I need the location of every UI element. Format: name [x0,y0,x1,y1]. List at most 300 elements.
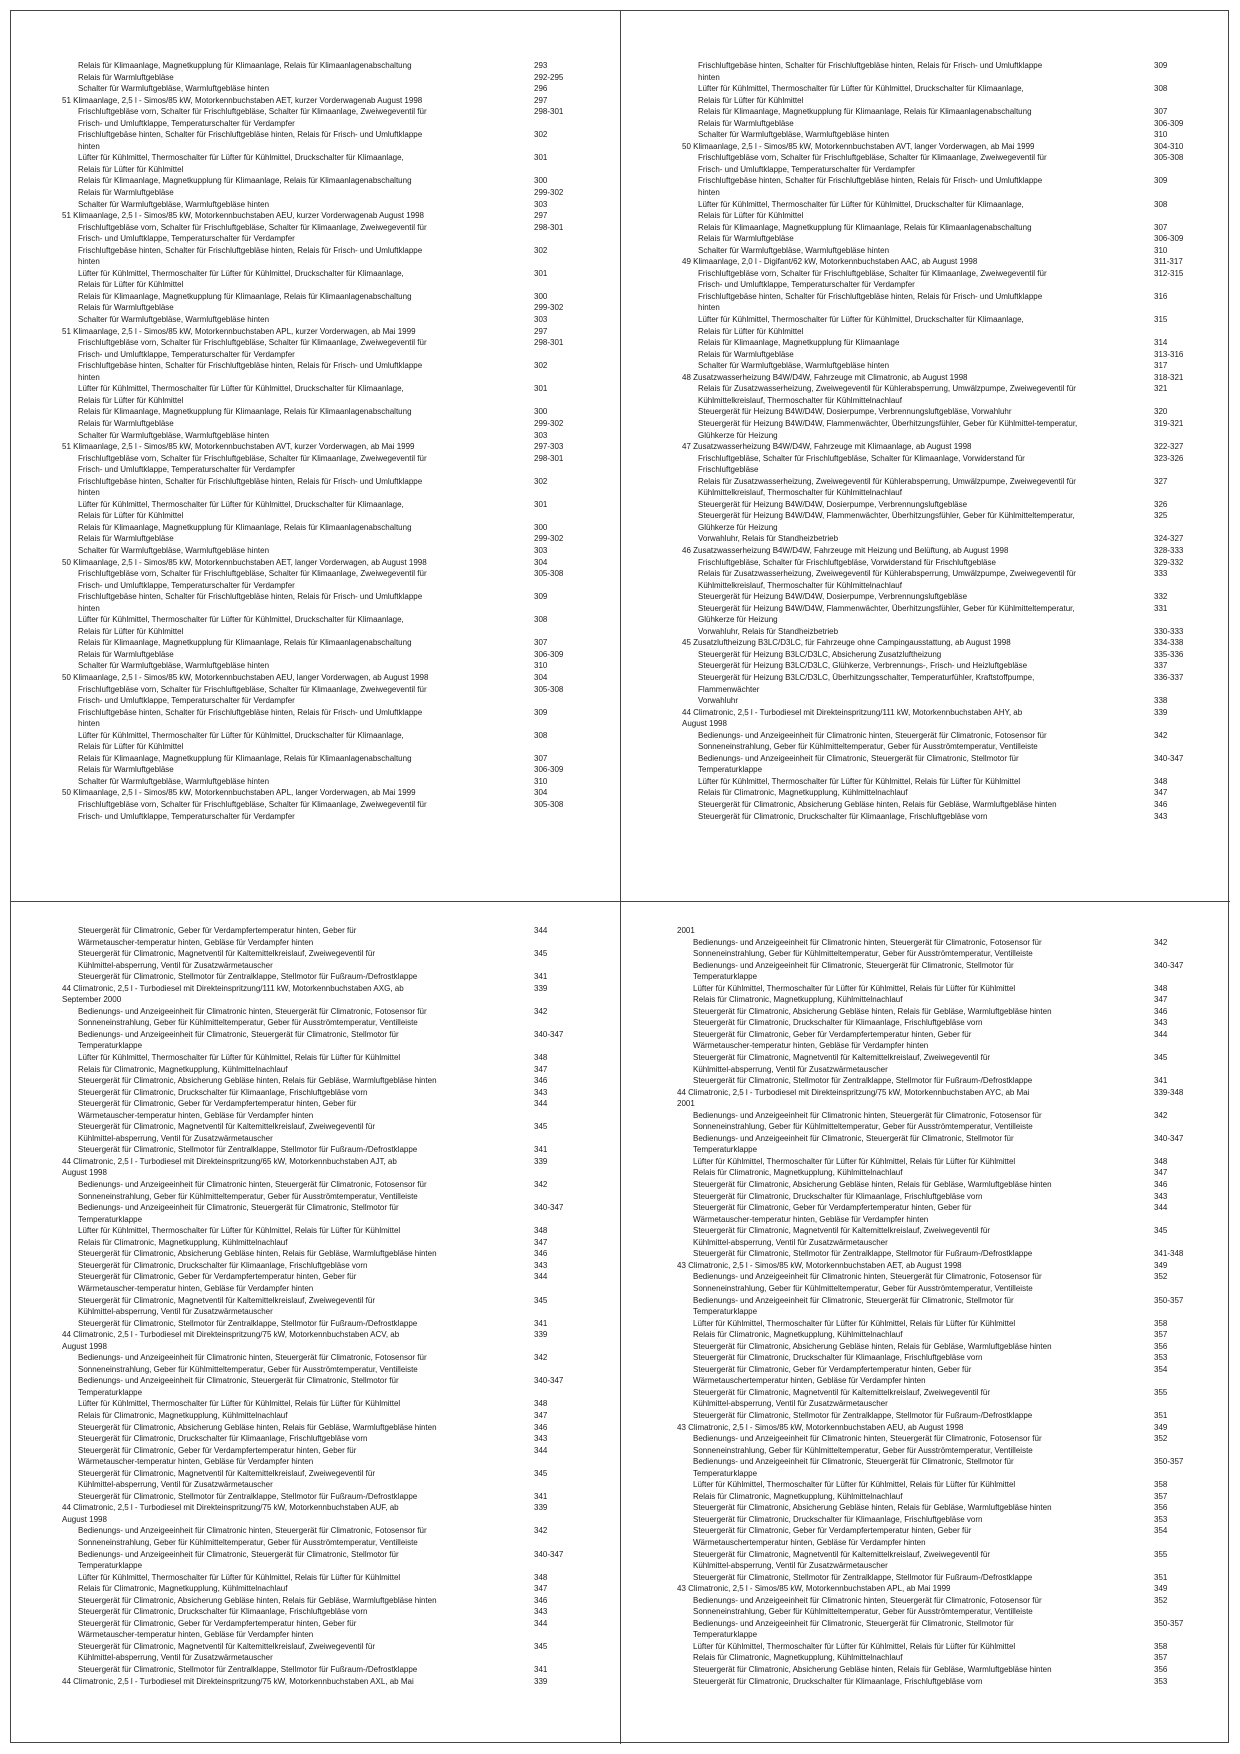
index-entry-row [682,326,1202,338]
index-heading-row [677,1260,1202,1272]
entry-text: 44 Climatronic, 2,5 l - Turbodiesel mit Direkteinspritzung/65 kW, Motorkennbuchstaben AJT, ab [62,1156,397,1166]
entry-text: Frischluftgebäse hinten, Schalter für Frischluftgebläse hinten, Relais für Frisch- und Umluftklappe [78,245,423,255]
page-number: 342 [534,1526,548,1536]
index-entry-row [62,741,582,753]
entry-text: 44 Climatronic, 2,5 l - Turbodiesel mit Direkteinspritzung/111 kW, Motorkennbuchstaben AHY, ab [682,707,1023,717]
index-entry-row [62,337,582,349]
entry-text: Temperaturklappe [693,1145,758,1155]
index-entry-row [677,1295,1202,1307]
entry-text: Relais für Climatronic, Magnetkupplung, Kühlmittelnachlauf [693,1491,903,1501]
entry-text: Kühlmittel-absperrung, Ventil für Zusatzwärmetauscher [78,960,273,970]
index-entry-row [62,1121,582,1133]
entry-text: Schalter für Warmluftgebläse, Warmluftgebläse hinten [78,315,270,325]
entry-text: 2001 [677,1099,695,1109]
index-entry-row [62,279,582,291]
index-entry-row [677,1237,1202,1249]
entry-text: hinten [78,603,100,613]
entry-text: Schalter für Warmluftgebläse, Warmluftgebläse hinten [698,245,890,255]
index-entry-row [682,695,1202,707]
page-number: 345 [534,1295,548,1305]
index-entry-row [682,152,1202,164]
entry-text: Schalter für Warmluftgebläse, Warmluftgebläse hinten [698,361,890,371]
index-entry-row [677,1283,1202,1295]
index-entry-row [677,1006,1202,1018]
entry-text: Relais für Climatronic, Magnetkupplung, Kühlmittelnachlauf [698,788,908,798]
page-number: 347 [534,1410,548,1420]
page-number: 343 [1154,811,1168,821]
index-entry-row [62,695,582,707]
entry-text: 45 Zusatzluftheizung B3LC/D3LC, für Fahrzeuge ohne Campingausstattung, ab August 1998 [682,638,1011,648]
entry-text: Sonneneinstrahlung, Geber für Kühlmitteltemperatur, Geber für Ausströmtemperatur, Ventilleiste [698,742,1038,752]
entry-text: Frischluftgebläse vorn, Schalter für Frischluftgebläse, Schalter für Klimaanlage, Zweiwegeventil für [78,107,427,117]
page-number: 340-347 [1154,1133,1184,1143]
entry-text: 44 Climatronic, 2,5 l - Turbodiesel mit Direkteinspritzung/75 kW, Motorkennbuchstaben AUF, ab [62,1503,399,1513]
entry-text: Steuergerät für Climatronic, Druckschalter für Klimaanlage, Frischluftgebläse vorn [78,1434,368,1444]
entry-text: Lüfter für Kühlmittel, Thermoschalter für Lüfter für Kühlmittel, Druckschalter für Klimaanlage, [78,268,404,278]
index-entry-row [682,291,1202,303]
entry-text: Lüfter für Kühlmittel, Thermoschalter für Lüfter für Kühlmittel, Druckschalter für Klimaanlage, [78,153,404,163]
entry-text: Relais für Lüfter für Kühlmittel [78,164,184,174]
page-number: 306-309 [1154,234,1184,244]
page-number: 347 [534,1237,548,1247]
entry-text: Relais für Climatronic, Magnetkupplung, Kühlmittelnachlauf [693,995,903,1005]
page-number: 299-302 [534,534,564,544]
page-number: 329-332 [1154,557,1184,567]
page-number: 345 [1154,1226,1168,1236]
entry-text: Frischluftgebäse hinten, Schalter für Frischluftgebläse hinten, Relais für Frisch- und Umluftklappe [78,707,423,717]
entry-text: hinten [78,488,100,498]
index-entry-row [62,510,582,522]
page-number: 300 [534,291,548,301]
entry-text: Steuergerät für Climatronic, Magnetventil für Kaltemittelkreislauf, Zweiwegeventil für [78,1468,376,1478]
index-entry-row [677,1641,1202,1653]
entry-text: Lüfter für Kühlmittel, Thermoschalter für Lüfter für Kühlmittel, Relais für Lüfter für Kühlmittel [78,1226,401,1236]
entry-text: Bedienungs- und Anzeigeeinheit für Climatronic hinten, Steuergerät für Climatronic, Fotosensor für [78,1526,427,1536]
entry-text: Schalter für Warmluftgebläse, Warmluftgebläse hinten [78,199,270,209]
entry-text: Lüfter für Kühlmittel, Thermoschalter für Lüfter für Kühlmittel, Relais für Lüfter für Kühlmittel [698,776,1021,786]
entry-text: Lüfter für Kühlmittel, Thermoschalter für Lüfter für Kühlmittel, Druckschalter für Klimaanlage, [78,384,404,394]
entry-text: Steuergerät für Climatronic, Geber für Verdampfertemperatur hinten, Geber für [78,1099,357,1109]
page-number: 342 [1154,1110,1168,1120]
index-entry-row [677,1375,1202,1387]
index-entry-row [62,1664,582,1676]
index-entry-row [677,1064,1202,1076]
index-entry-row [62,1098,582,1110]
index-entry-row [677,1606,1202,1618]
index-entry-row [677,1110,1202,1122]
entry-text: Sonneneinstrahlung, Geber für Kühlmitteltemperatur, Geber für Ausströmtemperatur, Ventilleiste [693,949,1033,959]
entry-text: Steuergerät für Climatronic, Druckschalter für Klimaanlage, Frischluftgebläse vorn [698,811,988,821]
index-entry-row [682,118,1202,130]
page-number: 350-357 [1154,1618,1184,1628]
entry-text: Relais für Lüfter für Kühlmittel [698,95,804,105]
index-entry-row [62,1398,582,1410]
index-entry-row [62,948,582,960]
index-entry-row [682,164,1202,176]
index-entry-row [677,1329,1202,1341]
index-entry-row [62,811,582,823]
page-number: 310 [1154,245,1168,255]
index-entry-row [677,1537,1202,1549]
page-number: 345 [534,1122,548,1132]
index-entry-row [62,453,582,465]
page-number: 310 [534,661,548,671]
page-number: 342 [534,1180,548,1190]
entry-text: Relais für Climatronic, Magnetkupplung, Kühlmittelnachlauf [78,1064,288,1074]
page-number: 343 [534,1607,548,1617]
entry-text: Steuergerät für Climatronic, Absicherung Gebläse hinten, Relais für Gebläse, Warmluftgebläse hinten [78,1076,437,1086]
entry-text: Kühlmittel-absperrung, Ventil für Zusatzwärmetauscher [693,1237,888,1247]
index-entry-row [677,1456,1202,1468]
page-number: 347 [534,1584,548,1594]
index-entry-row [62,1110,582,1122]
entry-text: Lüfter für Kühlmittel, Thermoschalter für Lüfter für Kühlmittel, Relais für Lüfter für Kühlmittel [78,1053,401,1063]
entry-text: Wärmetauscher-temperatur hinten, Gebläse für Verdampfer hinten [78,1630,314,1640]
index-entry-row [62,476,582,488]
entry-text: Steuergerät für Climatronic, Stellmotor für Zentralklappe, Stellmotor für Fußraum-/Defrostklappe [78,1145,418,1155]
entry-text: Relais für Lüfter für Kühlmittel [698,326,804,336]
entry-text: Temperaturklappe [693,1630,758,1640]
page-number: 316 [1154,291,1168,301]
entry-text: 2001 [677,926,695,935]
index-entry-row [682,60,1202,72]
page-number: 324-327 [1154,534,1184,544]
entry-text: Steuergerät für Climatronic, Druckschalter für Klimaanlage, Frischluftgebläse vorn [78,1607,368,1617]
entry-text: Bedienungs- und Anzeigeeinheit für Climatronic, Steuergerät für Climatronic, Stellmotor für [78,1376,399,1386]
entry-text: Lüfter für Kühlmittel, Thermoschalter für Lüfter für Kühlmittel, Druckschalter für Klimaanlage, [78,730,404,740]
index-entry-row [62,568,582,580]
index-entry-row [62,925,582,937]
index-entry-row [682,199,1202,211]
entry-text: Frischluftgebläse vorn, Schalter für Frischluftgebläse, Schalter für Klimaanlage, Zweiwegeventil für [698,153,1047,163]
index-entry-row [677,1364,1202,1376]
index-entry-row [677,1271,1202,1283]
page-number: 323-326 [1154,453,1184,463]
page-number: 333 [1154,569,1168,579]
entry-text: Steuergerät für Climatronic, Stellmotor für Zentralklappe, Stellmotor für Fußraum-/Defrostklappe [693,1410,1033,1420]
entry-text: Bedienungs- und Anzeigeeinheit für Climatronic, Steuergerät für Climatronic, Stellmotor für [698,753,1019,763]
page-number: 330-333 [1154,626,1184,636]
page-number: 342 [534,1006,548,1016]
page-number: 309 [534,592,548,602]
entry-text: Kühlmittel-absperrung, Ventil für Zusatzwärmetauscher [78,1480,273,1490]
entry-text: Steuergerät für Heizung B4W/D4W, Dosierpumpe, Verbrennungsluftgebläse, Vorwahluhr [698,407,1012,417]
page-number: 350-357 [1154,1457,1184,1467]
index-entry-row [682,129,1202,141]
page-number: 298-301 [534,107,564,117]
index-entry-row [62,776,582,788]
index-entry-row [62,256,582,268]
page-number: 343 [534,1260,548,1270]
entry-text: Steuergerät für Heizung B4W/D4W, Flammenwächter, Überhitzungsfühler, Geber für Kühlmitteltemperatur, [698,603,1075,613]
entry-text: Lüfter für Kühlmittel, Thermoschalter für Lüfter für Kühlmittel, Relais für Lüfter für Kühlmittel [693,1480,1016,1490]
page-number: 308 [1154,199,1168,209]
index-entry-row [62,1029,582,1041]
entry-text: Frisch- und Umluftklappe, Temperaturschalter für Verdampfer [78,696,295,706]
entry-text: Steuergerät für Climatronic, Stellmotor für Zentralklappe, Stellmotor für Fußraum-/Defrostklappe [78,1318,418,1328]
index-heading-row [62,787,582,799]
entry-text: Steuergerät für Climatronic, Druckschalter für Klimaanlage, Frischluftgebläse vorn [693,1191,983,1201]
index-entry-row [62,1375,582,1387]
index-heading-row [62,672,582,684]
entry-text: Relais für Climatronic, Magnetkupplung, Kühlmittelnachlauf [693,1168,903,1178]
index-heading-row [62,1341,582,1353]
index-entry-row [677,1214,1202,1226]
entry-text: Bedienungs- und Anzeigeeinheit für Climatronic, Steuergerät für Climatronic, Stellmotor für [693,960,1014,970]
page-number: 299-302 [534,418,564,428]
entry-text: Relais für Warmluftgebläse [78,188,174,198]
index-entry-row [682,799,1202,811]
entry-text: Frischluftgebläse [698,465,759,475]
index-heading-row [62,983,582,995]
index-entry-row [62,580,582,592]
page-number: 345 [534,1468,548,1478]
page-number: 339 [534,1330,548,1340]
page-number: 352 [1154,1272,1168,1282]
entry-text: Steuergerät für Climatronic, Magnetventil für Kaltemittelkreislauf, Zweiwegeventil für [693,1226,991,1236]
index-entry-row [677,1341,1202,1353]
index-entry-row [677,1075,1202,1087]
page-number: 343 [1154,1018,1168,1028]
index-entry-row [62,291,582,303]
entry-text: Frischluftgebäse hinten, Schalter für Frischluftgebläse hinten, Relais für Frisch- und Umluftklappe [698,291,1043,301]
index-entry-row [682,764,1202,776]
page-number: 344 [1154,1029,1168,1039]
entry-text: Relais für Klimaanlage, Magnetkupplung für Klimaanlage, Relais für Klimaanlagenabschaltung [78,176,412,186]
entry-text: Relais für Klimaanlage, Magnetkupplung für Klimaanlage, Relais für Klimaanlagenabschaltung [78,407,412,417]
entry-text: Relais für Warmluftgebläse [78,418,174,428]
index-entry-row [682,349,1202,361]
page-number: 346 [534,1595,548,1605]
entry-text: Frischluftgebäse hinten, Schalter für Frischluftgebläse hinten, Relais für Frisch- und Umluftklappe [698,61,1043,70]
entry-text: Wärmetauscher-temperatur hinten, Gebläse für Verdampfer hinten [693,1214,929,1224]
entry-text: Steuergerät für Climatronic, Absicherung Gebläse hinten, Relais für Gebläse, Warmluftgebläse hinten [693,1503,1052,1513]
entry-text: Sonneneinstrahlung, Geber für Kühlmitteltemperatur, Geber für Ausströmtemperatur, Ventilleiste [78,1191,418,1201]
index-entry-row [62,1537,582,1549]
page-number: 339 [534,1676,548,1686]
index-entry-row [682,522,1202,534]
index-entry-row [62,533,582,545]
index-heading-row [62,557,582,569]
index-entry-row [62,718,582,730]
index-page-top-right [682,60,1202,890]
entry-text: Steuergerät für Climatronic, Stellmotor für Zentralklappe, Stellmotor für Fußraum-/Defrostklappe [78,1665,418,1674]
index-entry-row [62,799,582,811]
entry-text: Flammenwächter [698,684,760,694]
index-entry-row [62,603,582,615]
page-number: 344 [534,926,548,935]
entry-text: Frischluftgebläse vorn, Schalter für Frischluftgebläse, Schalter für Klimaanlage, Zweiwegeventil für [78,338,427,348]
page-number: 353 [1154,1676,1168,1686]
page-number: 299-302 [534,303,564,313]
page-number: 298-301 [534,222,564,232]
page-number: 339 [534,983,548,993]
entry-text: Wärmetauschertemperatur hinten, Gebläse für Verdampfer hinten [693,1537,926,1547]
page-number: 344 [534,1272,548,1282]
page-number: 308 [534,730,548,740]
entry-text: Sonneneinstrahlung, Geber für Kühlmitteltemperatur, Geber für Ausströmtemperatur, Ventilleiste [78,1537,418,1547]
index-entry-row [62,1364,582,1376]
page-number: 341 [534,1491,548,1501]
index-entry-row [682,406,1202,418]
index-entry-row [682,603,1202,615]
page-number: 302 [534,245,548,255]
index-entry-row [62,1445,582,1457]
index-entry-row [62,233,582,245]
page-number: 339 [534,1156,548,1166]
page-number: 301 [534,153,548,163]
page-number: 339 [1154,707,1168,717]
entry-text: hinten [78,141,100,151]
index-entry-row [62,1583,582,1595]
entry-text: Relais für Climatronic, Magnetkupplung, Kühlmittelnachlauf [78,1584,288,1594]
page-number: 309 [1154,61,1168,70]
page-number: 306-309 [534,765,564,775]
index-entry-row [682,187,1202,199]
page-number: 343 [1154,1191,1168,1201]
index-entry-row [682,453,1202,465]
page-number: 348 [534,1572,548,1582]
page-number: 332 [1154,592,1168,602]
entry-text: Frischluftgebläse vorn, Schalter für Frischluftgebläse, Schalter für Klimaanlage, Zweiwegeventil für [78,453,427,463]
page-number: 335-336 [1154,649,1184,659]
vertical-divider [620,10,621,1744]
index-entry-row [677,960,1202,972]
page-number: 304 [534,672,548,682]
entry-text: 51 Klimaanlage, 2,5 l - Simos/85 kW, Motorkennbuchstaben APL, kurzer Vorderwagen, ab Mai 1999 [62,326,416,336]
index-entry-row [62,487,582,499]
entry-text: Sonneneinstrahlung, Geber für Kühlmitteltemperatur, Geber für Ausströmtemperatur, Ventilleiste [693,1445,1033,1455]
entry-text: Vorwahluhr [698,696,739,706]
entry-text: Steuergerät für Climatronic, Geber für Verdampfertemperatur hinten, Geber für [78,1272,357,1282]
index-entry-row [677,1549,1202,1561]
index-entry-row [62,730,582,742]
entry-text: Schalter für Warmluftgebläse, Warmluftgebläse hinten [78,545,270,555]
index-entry-row [62,1237,582,1249]
page-number: 315 [1154,315,1168,325]
entry-text: Bedienungs- und Anzeigeeinheit für Climatronic, Steuergerät für Climatronic, Stellmotor für [78,1203,399,1213]
index-entry-row [62,349,582,361]
entry-text: Frischluftgebäse hinten, Schalter für Frischluftgebläse hinten, Relais für Frisch- und Umluftklappe [698,176,1043,186]
entry-text: hinten [78,257,100,267]
entry-text: Frisch- und Umluftklappe, Temperaturschalter für Verdampfer [78,234,295,244]
page-number: 303 [534,545,548,555]
page-number: 305-308 [534,684,564,694]
index-entry-row [682,741,1202,753]
entry-text: Steuergerät für Climatronic, Absicherung Gebläse hinten, Relais für Gebläse, Warmluftgebläse hinten [693,1180,1052,1190]
index-entry-row [682,557,1202,569]
index-entry-row [62,129,582,141]
entry-text: Relais für Climatronic, Magnetkupplung, Kühlmittelnachlauf [78,1410,288,1420]
index-entry-row [677,1514,1202,1526]
index-entry-row [62,1618,582,1630]
page-number: 298-301 [534,453,564,463]
entry-text: Steuergerät für Climatronic, Absicherung Gebläse hinten, Relais für Gebläse, Warmluftgebläse hinten [693,1665,1052,1674]
entry-text: Relais für Klimaanlage, Magnetkupplung für Klimaanlage, Relais für Klimaanlagenabschaltung [698,222,1032,232]
page-number: 340-347 [1154,960,1184,970]
page-number: 326 [1154,499,1168,509]
entry-text: Steuergerät für Climatronic, Magnetventil für Kaltemittelkreislauf, Zweiwegeventil für [693,1387,991,1397]
index-entry-row [682,591,1202,603]
index-entry-row [62,1572,582,1584]
page-number: 344 [534,1099,548,1109]
page-number: 312-315 [1154,268,1184,278]
entry-text: Lüfter für Kühlmittel, Thermoschalter für Lüfter für Kühlmittel, Druckschalter für Klimaanlage, [698,84,1024,94]
index-entry-row [677,1179,1202,1191]
index-entry-row [62,614,582,626]
page-number: 302 [534,476,548,486]
index-entry-row [62,1179,582,1191]
entry-text: Steuergerät für Climatronic, Magnetventil für Kaltemittelkreislauf, Zweiwegeventil für [78,1641,376,1651]
entry-text: Temperaturklappe [78,1561,143,1571]
index-entry-row [677,1479,1202,1491]
index-entry-row [62,1641,582,1653]
page-number: 317 [1154,361,1168,371]
index-entry-row [682,95,1202,107]
entry-text: Frischluftgebläse vorn, Schalter für Frischluftgebläse, Schalter für Klimaanlage, Zweiwegeventil für [78,800,427,809]
entry-text: Bedienungs- und Anzeigeeinheit für Climatronic, Steuergerät für Climatronic, Stellmotor für [693,1457,1014,1467]
index-entry-row [62,1549,582,1561]
index-entry-row [62,937,582,949]
page-number: 301 [534,384,548,394]
entry-text: Frisch- und Umluftklappe, Temperaturschalter für Verdampfer [78,465,295,475]
entry-text: Sonneneinstrahlung, Geber für Kühlmitteltemperatur, Geber für Ausströmtemperatur, Ventilleiste [78,1018,418,1028]
page-number: 342 [1154,937,1168,947]
index-entry-row [677,937,1202,949]
page-number: 346 [534,1076,548,1086]
index-entry-row [62,406,582,418]
entry-text: Wärmetauscher-temperatur hinten, Gebläse für Verdampfer hinten [78,1110,314,1120]
index-heading-row [682,141,1202,153]
entry-text: Lüfter für Kühlmittel, Thermoschalter für Lüfter für Kühlmittel, Relais für Lüfter für Kühlmittel [693,1641,1016,1651]
index-entry-row [682,464,1202,476]
page-number: 341 [1154,1076,1168,1086]
entry-text: Kühlmittelkreislauf, Thermoschalter für Kühlmittelnachlauf [698,488,902,498]
page-number: 348 [534,1226,548,1236]
page-number: 348 [1154,1156,1168,1166]
page-number: 353 [1154,1353,1168,1363]
entry-text: Frischluftgebläse, Schalter für Frischluftgebläse, Schalter für Klimaanlage, Vorwiderstand für [698,453,1025,463]
index-entry-row [62,1283,582,1295]
entry-text: Schalter für Warmluftgebläse, Warmluftgebläse hinten [78,84,270,94]
entry-text: 51 Klimaanlage, 2,5 l - Simos/85 kW, Motorkennbuchstaben AEU, kurzer Vorderwagenab August 1998 [62,211,424,221]
page-number: 302 [534,130,548,140]
page-number: 346 [534,1249,548,1259]
index-heading-row [62,1676,582,1688]
index-entry-row [62,649,582,661]
index-entry-row [682,684,1202,696]
page-number: 351 [1154,1410,1168,1420]
entry-text: Kühlmittel-absperrung, Ventil für Zusatzwärmetauscher [693,1064,888,1074]
index-entry-row [677,1202,1202,1214]
page-number: 352 [1154,1434,1168,1444]
page-number: 354 [1154,1364,1168,1374]
page-number: 297 [534,211,548,221]
page-number: 340-347 [534,1029,564,1039]
page-number: 306-309 [534,649,564,659]
index-entry-row [677,1156,1202,1168]
index-entry-row [677,1248,1202,1260]
entry-text: Bedienungs- und Anzeigeeinheit für Climatronic hinten, Steuergerät für Climatronic, Fotosensor für [78,1353,427,1363]
entry-text: Relais für Climatronic, Magnetkupplung, Kühlmittelnachlauf [693,1330,903,1340]
index-entry-row [62,1075,582,1087]
page-number: 347 [534,1064,548,1074]
index-entry-row [62,1040,582,1052]
index-entry-row [677,1144,1202,1156]
entry-text: 43 Climatronic, 2,5 l - Simos/85 kW, Motorkennbuchstaben APL, ab Mai 1999 [677,1584,951,1594]
page-number: 341 [534,1145,548,1155]
entry-text: Sonneneinstrahlung, Geber für Kühlmitteltemperatur, Geber für Ausströmtemperatur, Ventilleiste [693,1122,1033,1132]
